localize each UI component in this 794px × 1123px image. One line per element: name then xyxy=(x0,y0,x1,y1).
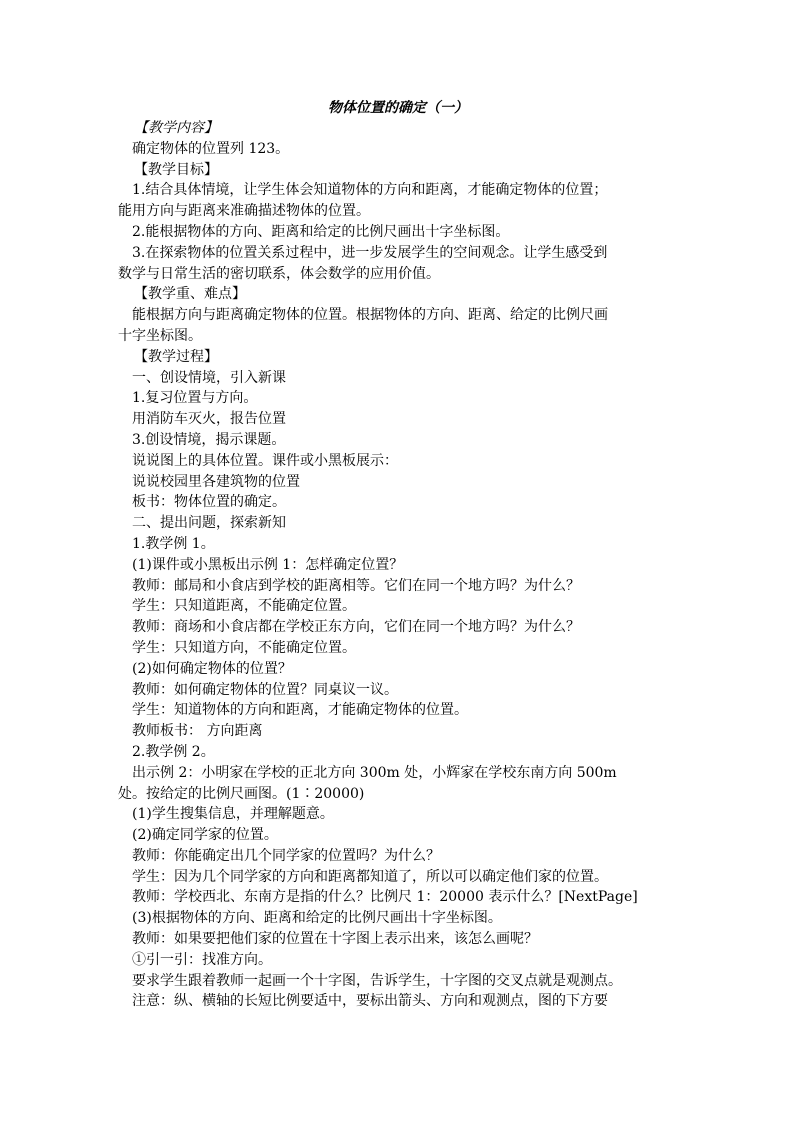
text-line: 用消防车灭火，报告位置 xyxy=(132,411,286,428)
text-line: 2.教学例 2。 xyxy=(132,743,215,760)
text-line: 【教学过程】 xyxy=(134,348,218,365)
text-line: 能用方向与距离来准确描述物体的位置。 xyxy=(118,203,370,220)
text-line: 教师：学校西北、东南方是指的什么？比例尺 1：20000 表示什么？[NextPage] xyxy=(132,889,638,906)
text-line: ①引一引：找准方向。 xyxy=(132,951,272,968)
text-line: 二、提出问题，探索新知 xyxy=(132,515,286,532)
text-line: 确定物体的位置列 123。 xyxy=(132,140,290,157)
text-line: 教师：邮局和小食店到学校的距离相等。它们在同一个地方吗？为什么？ xyxy=(132,577,580,594)
text-line: 2.能根据物体的方向、距离和给定的比例尺画出十字坐标图。 xyxy=(132,223,510,240)
text-line: 【教学重、难点】 xyxy=(134,286,246,303)
text-line: 注意：纵、横轴的长短比例要适中，要标出箭头、方向和观测点，图的下方要 xyxy=(132,993,608,1010)
text-line: 教师：你能确定出几个同学家的位置吗？为什么？ xyxy=(132,847,440,864)
text-line: 教师：如果要把他们家的位置在十字图上表示出来，该怎么画呢？ xyxy=(132,931,538,948)
text-line: 教师：商场和小食店都在学校正东方向，它们在同一个地方吗？为什么？ xyxy=(132,619,580,636)
text-line: (3)根据物体的方向、距离和给定的比例尺画出十字坐标图。 xyxy=(132,910,502,927)
text-line: 板书：物体位置的确定。 xyxy=(132,494,286,511)
text-line: 1.教学例 1。 xyxy=(132,535,215,552)
text-line: (1)学生搜集信息，并理解题意。 xyxy=(132,806,334,823)
text-line: 1.复习位置与方向。 xyxy=(132,390,258,407)
text-line: 要求学生跟着教师一起画一个十字图，告诉学生，十字图的交叉点就是观测点。 xyxy=(132,972,622,989)
text-line: 说说校园里各建筑物的位置 xyxy=(132,473,300,490)
text-line: 【教学目标】 xyxy=(134,161,218,178)
text-line: 学生：知道物体的方向和距离，才能确定物体的位置。 xyxy=(132,702,468,719)
text-line: (1)课件或小黑板出示例 1：怎样确定位置？ xyxy=(132,556,404,573)
text-line: 学生：因为几个同学家的方向和距离都知道了，所以可以确定他们家的位置。 xyxy=(132,868,608,885)
text-line: 能根据方向与距离确定物体的位置。根据物体的方向、距离、给定的比例尺画 xyxy=(132,307,608,324)
text-line: (2)确定同学家的位置。 xyxy=(132,827,278,844)
text-line: 说说图上的具体位置。课件或小黑板展示： xyxy=(132,452,398,469)
text-line: 教师板书： 方向距离 xyxy=(132,723,263,740)
text-line: 数学与日常生活的密切联系，体会数学的应用价值。 xyxy=(118,265,440,282)
document-page xyxy=(118,98,678,1012)
text-line: 1.结合具体情境，让学生体会知道物体的方向和距离，才能确定物体的位置； xyxy=(132,182,608,199)
text-line: (2)如何确定物体的位置？ xyxy=(132,660,292,677)
text-line: 十字坐标图。 xyxy=(118,327,202,344)
document-title: 物体位置的确定（一） xyxy=(328,100,468,116)
text-line: 一、创设情境，引入新课 xyxy=(132,369,286,386)
text-line: 教师：如何确定物体的位置？同桌议一议。 xyxy=(132,681,398,698)
text-line: 3.创设情境，揭示课题。 xyxy=(132,431,286,448)
text-line: 【教学内容】 xyxy=(134,120,218,136)
text-line: 出示例 2：小明家在学校的正北方向 300m 处，小辉家在学校东南方向 500m xyxy=(132,764,617,781)
text-line: 3.在探索物体的位置关系过程中，进一步发展学生的空间观念。让学生感受到 xyxy=(132,244,608,261)
text-line: 处。按给定的比例尺画图。(1∶20000) xyxy=(118,785,365,802)
text-line: 学生：只知道距离，不能确定位置。 xyxy=(132,598,356,615)
text-line: 学生：只知道方向，不能确定位置。 xyxy=(132,639,356,656)
document-body xyxy=(118,118,678,1012)
